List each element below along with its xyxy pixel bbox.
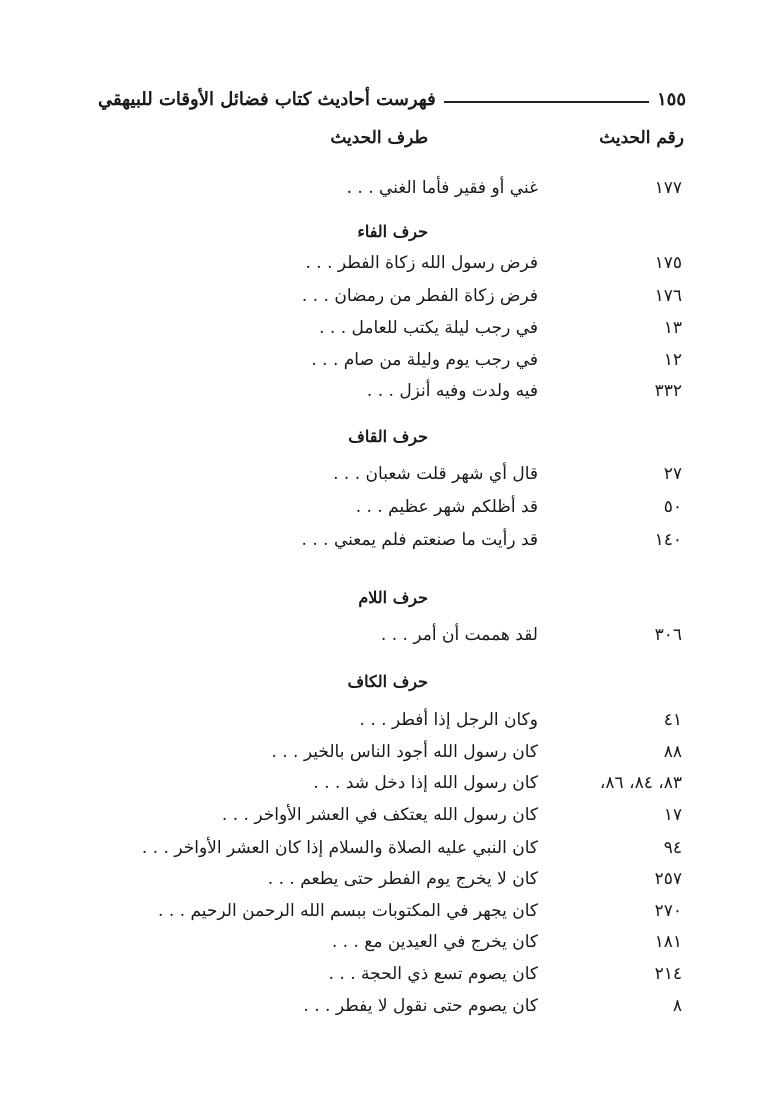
hadith-number: ٢٥٧: [654, 869, 682, 889]
hadith-number: ١٧٥: [654, 253, 682, 273]
hadith-number: ٨٣، ٨٤، ٨٦،: [599, 773, 682, 793]
hadith-incipit: كان يجهر في المكتوبات ببسم الله الرحمن الرحيم . . .: [158, 901, 538, 921]
hadith-incipit: كان يصوم تسع ذي الحجة . . .: [328, 964, 538, 984]
list-item: [0, 350, 758, 380]
hadith-incipit: غني أو فقير فأما الغني . . .: [346, 178, 538, 198]
hadith-number: ١٧: [663, 805, 682, 825]
hadith-number: ٣٣٢: [654, 381, 682, 401]
hadith-number: ٤١: [663, 710, 682, 730]
list-item: [0, 838, 758, 868]
running-head-rule: [444, 101, 649, 103]
list-item: [0, 178, 758, 208]
hadith-incipit: كان رسول الله إذا دخل شد . . .: [313, 773, 538, 793]
list-item: [0, 286, 758, 316]
list-item: [0, 742, 758, 772]
list-item: [0, 805, 758, 835]
running-head: [98, 86, 686, 112]
hadith-number: ٢١٤: [654, 964, 682, 984]
hadith-incipit: في رجب يوم وليلة من صام . . .: [311, 350, 538, 370]
section-title-qaf: حرف القاف: [348, 427, 428, 446]
hadith-number: ١٤٠: [654, 530, 682, 550]
hadith-incipit: فيه ولدت وفيه أنزل . . .: [366, 381, 538, 401]
list-item: [0, 530, 758, 560]
hadith-number: ٨: [672, 996, 682, 1016]
hadith-number: ١٨١: [654, 932, 682, 952]
column-header-text: طرف الحديث: [330, 128, 428, 148]
hadith-number: ٣٠٦: [654, 625, 682, 645]
list-item: [0, 464, 758, 494]
hadith-incipit: لقد هممت أن أمر . . .: [380, 625, 538, 645]
list-item: [0, 497, 758, 527]
hadith-incipit: كان النبي عليه الصلاة والسلام إذا كان العشر الأواخر . . .: [141, 838, 538, 858]
list-item: [0, 869, 758, 899]
hadith-incipit: كان رسول الله أجود الناس بالخير . . .: [271, 742, 538, 762]
list-item: [0, 996, 758, 1026]
hadith-incipit: كان يخرج في العيدين مع . . .: [331, 932, 538, 952]
hadith-incipit: فرض زكاة الفطر من رمضان . . .: [301, 286, 538, 306]
hadith-number: ١٢: [663, 350, 682, 370]
hadith-number: ١٣: [663, 318, 682, 338]
hadith-incipit: قال أي شهر قلت شعبان . . .: [333, 464, 538, 484]
hadith-incipit: قد رأيت ما صنعتم فلم يمعني . . .: [301, 530, 538, 550]
list-item: [0, 901, 758, 931]
hadith-incipit: قد أظلكم شهر عظيم . . .: [355, 497, 538, 517]
hadith-number: ١٧٦: [654, 286, 682, 306]
list-item: [0, 381, 758, 411]
hadith-incipit: فرض رسول الله زكاة الفطر . . .: [305, 253, 538, 273]
hadith-number: ٨٨: [663, 742, 682, 762]
list-item: [0, 964, 758, 994]
hadith-number: ٥٠: [663, 497, 682, 517]
hadith-number: ٩٤: [663, 838, 682, 858]
page-number: ١٥٥: [656, 88, 686, 110]
column-header-number: رقم الحديث: [599, 128, 684, 148]
section-title-faa: حرف الفاء: [357, 222, 428, 241]
hadith-incipit: كان لا يخرج يوم الفطر حتى يطعم . . .: [267, 869, 538, 889]
list-item: [0, 318, 758, 348]
hadith-incipit: كان رسول الله يعتكف في العشر الأواخر . . .: [221, 805, 538, 825]
hadith-incipit: وكان الرجل إذا أفطر . . .: [359, 710, 538, 730]
list-item: [0, 625, 758, 655]
hadith-number: ٢٧٠: [654, 901, 682, 921]
list-item: [0, 773, 758, 803]
list-item: [0, 253, 758, 283]
running-head-title: فهرست أحاديث كتاب فضائل الأوقات للبيهقي: [98, 88, 436, 110]
hadith-number: ٢٧: [663, 464, 682, 484]
hadith-incipit: في رجب ليلة يكتب للعامل . . .: [319, 318, 538, 338]
hadith-number: ١٧٧: [654, 178, 682, 198]
list-item: [0, 932, 758, 962]
hadith-incipit: كان يصوم حتى نقول لا يفطر . . .: [303, 996, 538, 1016]
section-title-kaf: حرف الكاف: [347, 672, 428, 691]
list-item: [0, 710, 758, 740]
section-title-lam: حرف اللام: [358, 588, 428, 607]
